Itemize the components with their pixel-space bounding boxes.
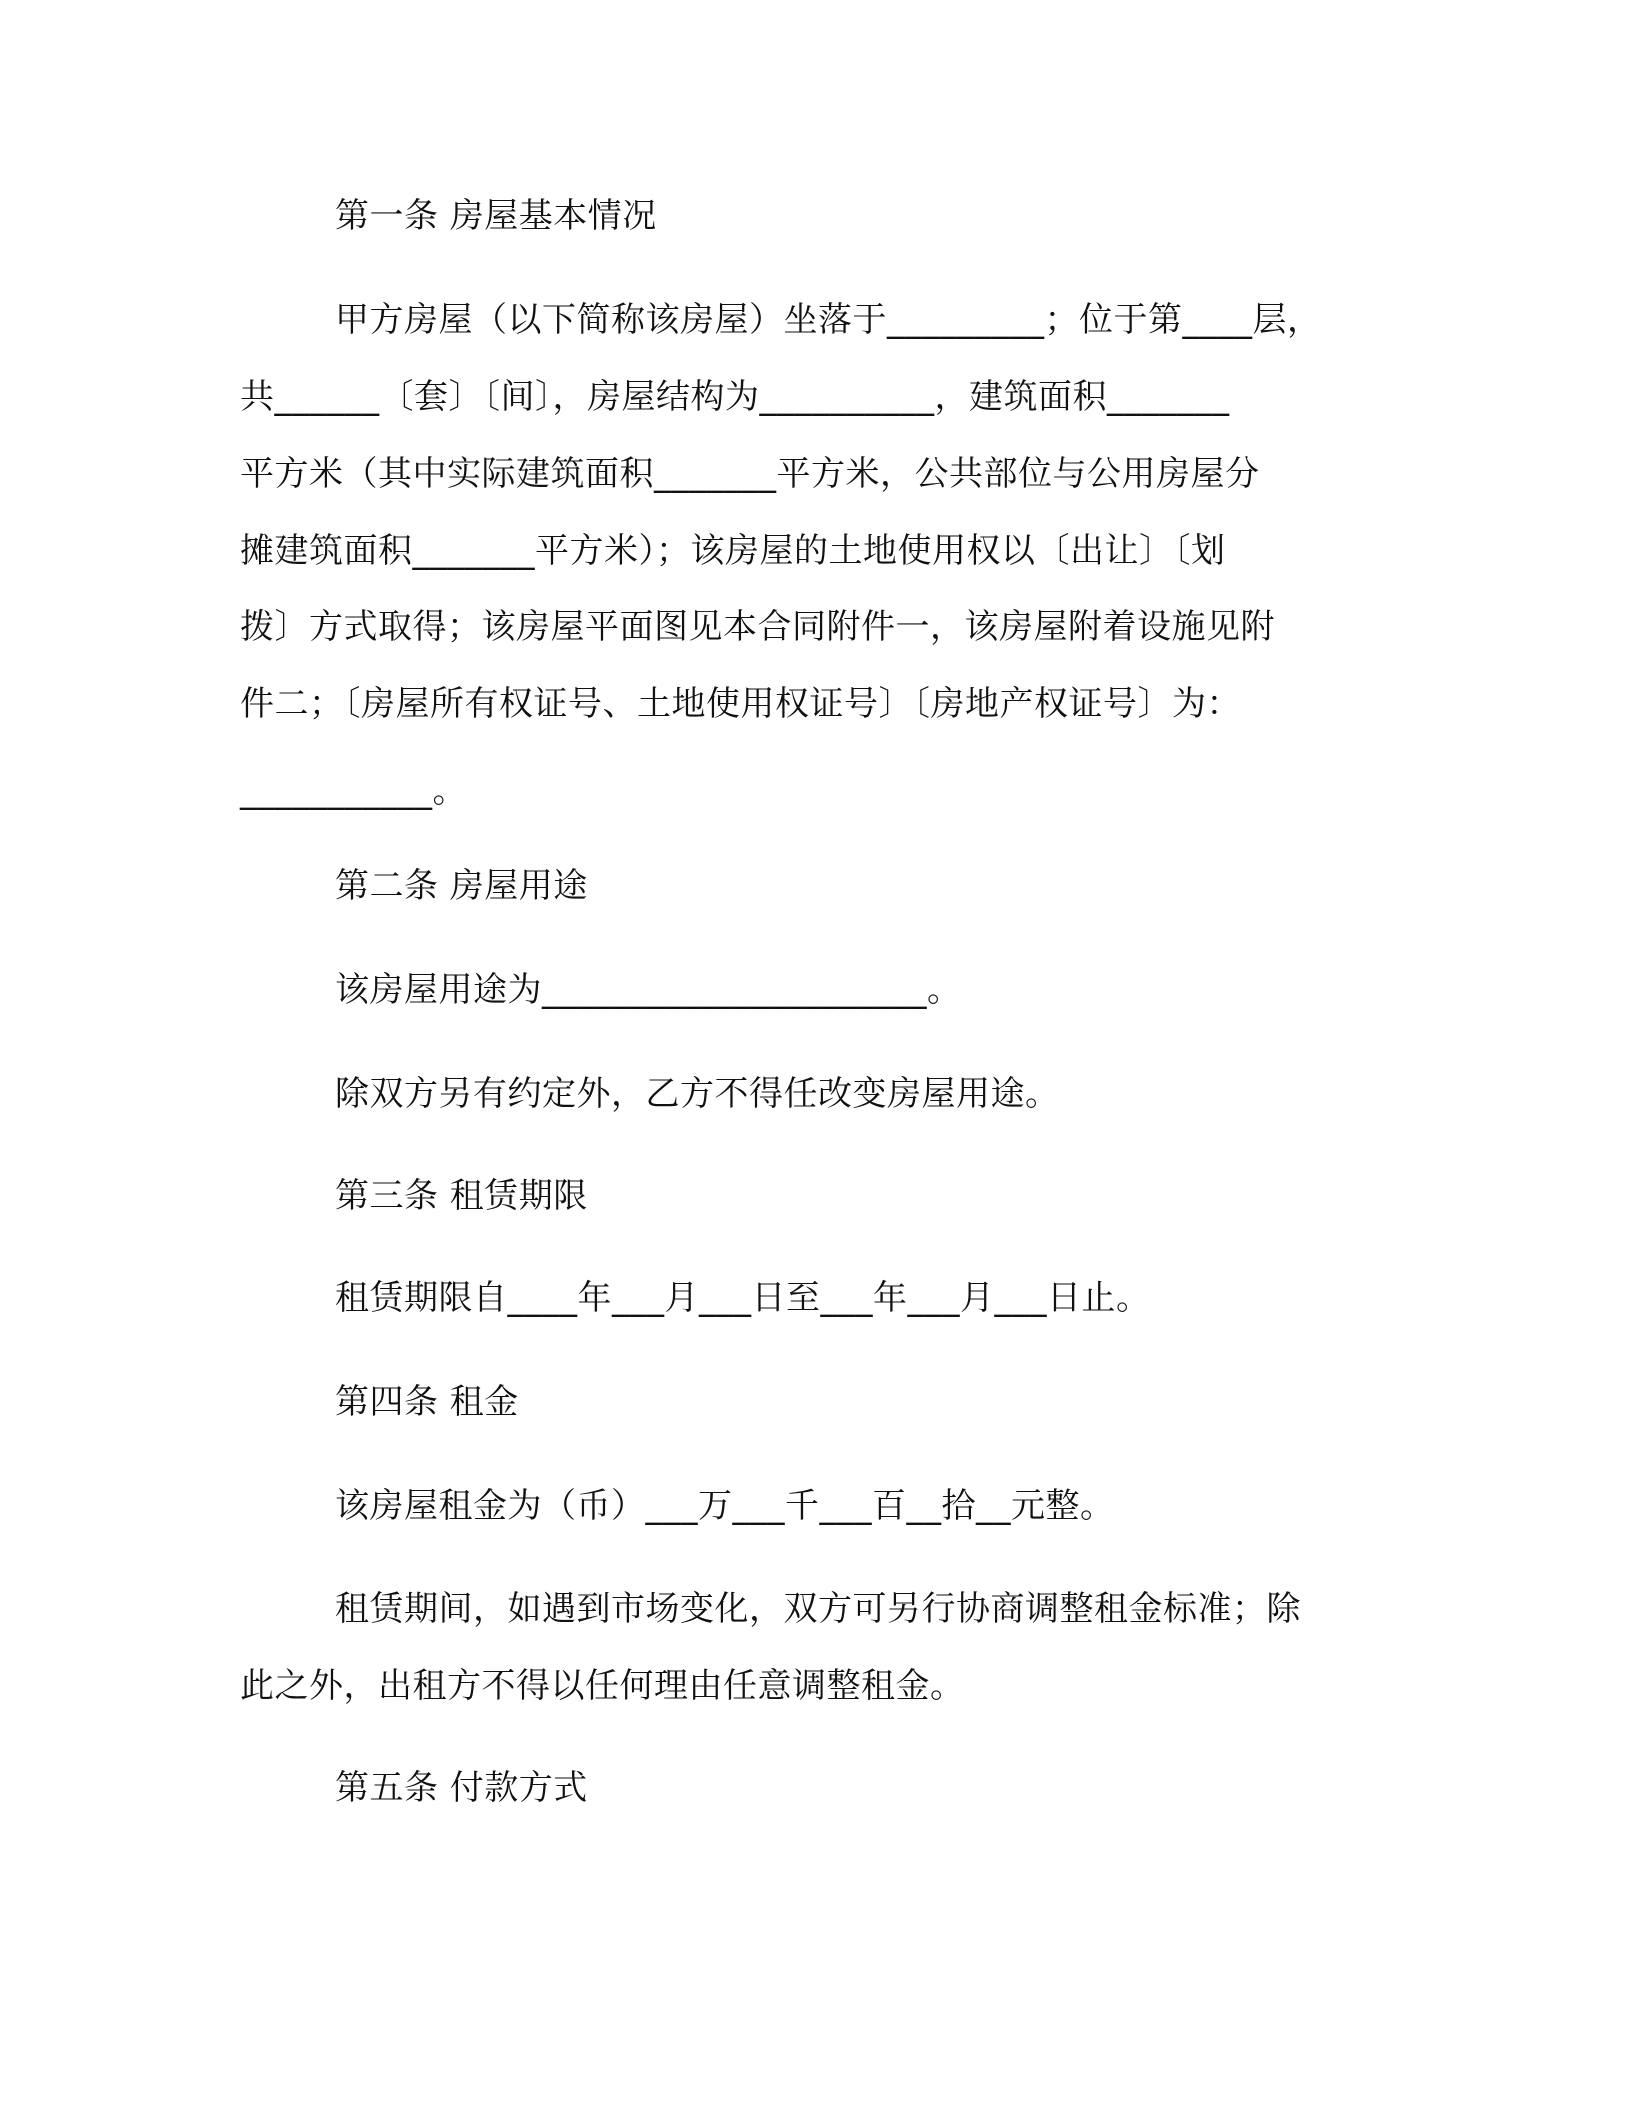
article-1-paragraph-line: 甲方房屋（以下简称该房屋）坐落于_________；位于第____层，	[335, 300, 1322, 340]
article-5-heading: 第五条 付款方式	[335, 1768, 588, 1808]
article-1-paragraph-line: ___________。	[240, 771, 467, 811]
article-4-paragraph: 该房屋租金为（币）___万___千___百__拾__元整。	[335, 1486, 1115, 1526]
article-2-heading: 第二条 房屋用途	[335, 866, 588, 906]
article-4-paragraph-line: 租赁期间，如遇到市场变化，双方可另行协商调整租金标准；除	[335, 1589, 1301, 1629]
article-3-heading: 第三条 租赁期限	[335, 1176, 588, 1216]
article-1-paragraph-line: 平方米（其中实际建筑面积_______平方米，公共部位与公用房屋分	[240, 454, 1260, 494]
article-1-heading: 第一条 房屋基本情况	[335, 196, 657, 236]
article-1-paragraph-line: 共______〔套〕〔间〕，房屋结构为__________，建筑面积_______	[240, 377, 1230, 417]
article-2-paragraph: 除双方另有约定外，乙方不得任改变房屋用途。	[335, 1074, 1060, 1114]
article-1-paragraph-line: 拨〕方式取得；该房屋平面图见本合同附件一，该房屋附着设施见附	[240, 607, 1275, 647]
article-2-paragraph: 该房屋用途为______________________。	[335, 970, 962, 1010]
article-4-heading: 第四条 租金	[335, 1382, 519, 1422]
article-1-paragraph-line: 摊建筑面积_______平方米）；该房屋的土地使用权以〔出让〕〔划	[240, 531, 1226, 571]
article-4-paragraph-line: 此之外，出租方不得以任何理由任意调整租金。	[240, 1666, 965, 1706]
article-3-paragraph: 租赁期限自____年___月___日至___年___月___日止。	[335, 1278, 1151, 1318]
article-1-paragraph-line: 件二；〔房屋所有权证号、土地使用权证号〕〔房地产权证号〕为：	[240, 684, 1241, 724]
